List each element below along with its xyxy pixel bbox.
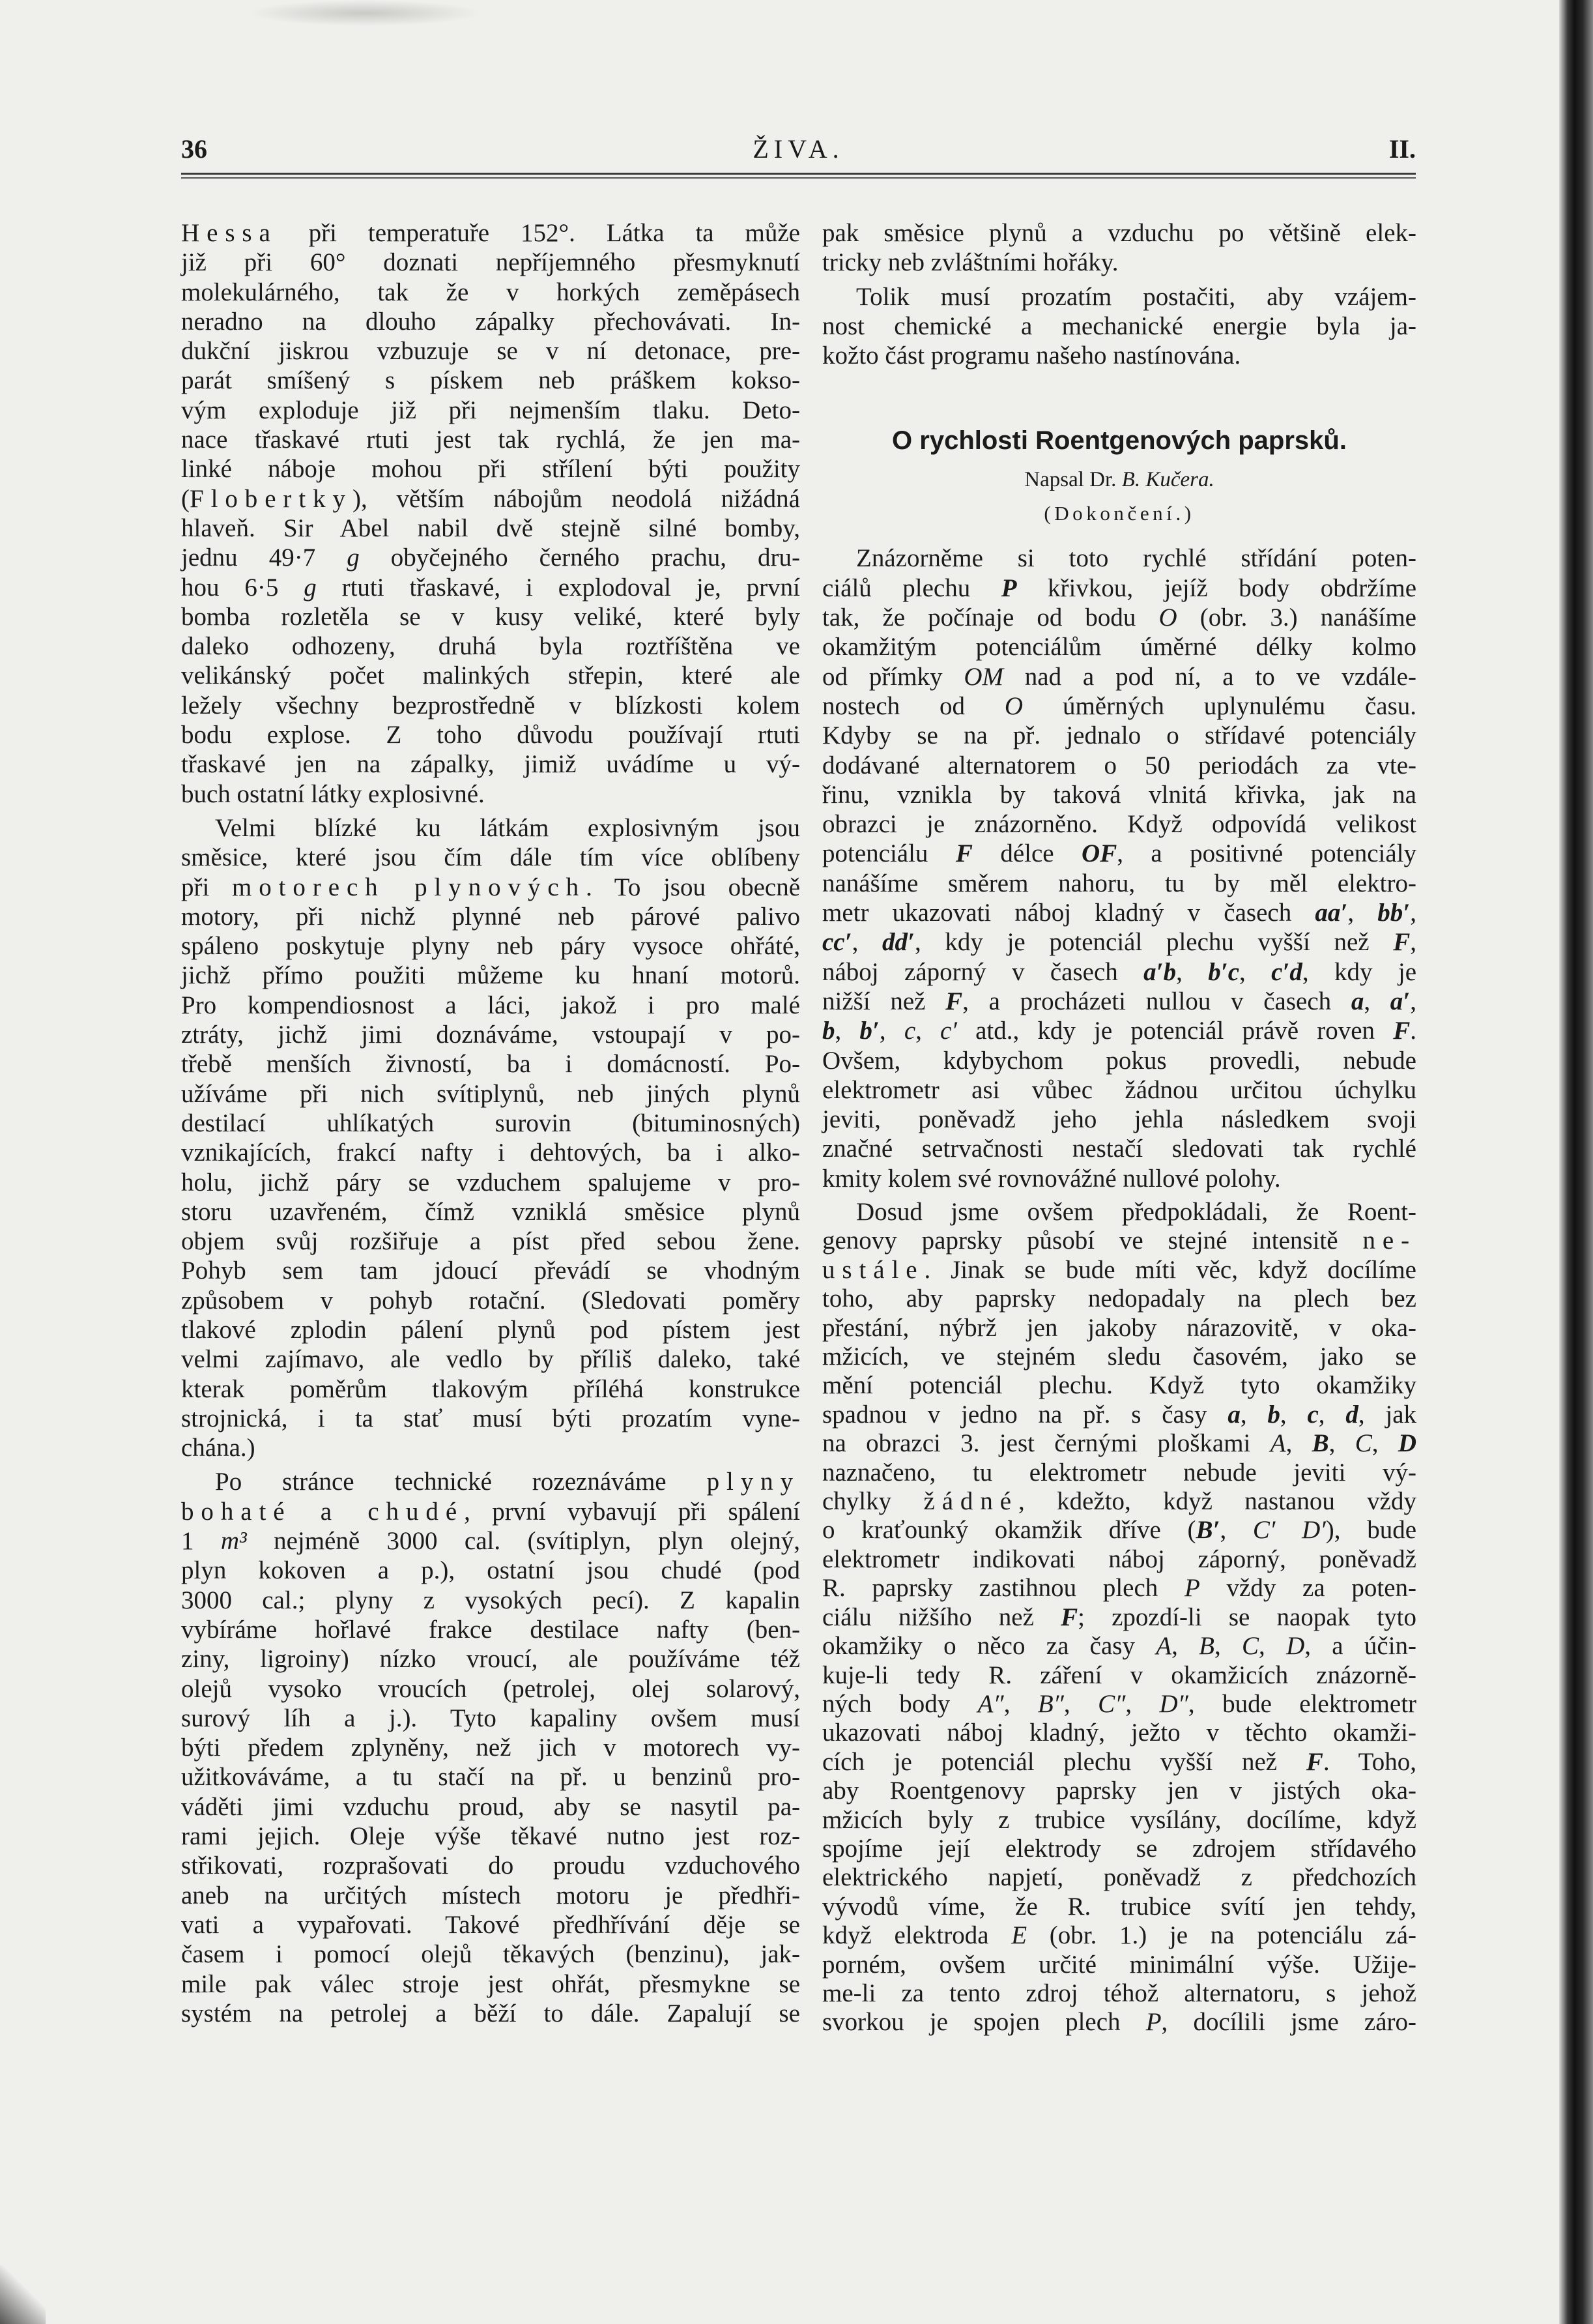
scan-smudge — [248, 0, 482, 26]
text-line: mění potenciál plechu. Když tyto okamžiky — [822, 1371, 1416, 1400]
text-line: o kraťounký okamžik dříve (B′, C′ D′), bude — [822, 1516, 1416, 1545]
text-line: na obrazci 3. jest černými ploškami A, B, C, D — [822, 1429, 1417, 1458]
text-line: vým exploduje již při nejmenším tlaku. Deto- — [181, 396, 800, 424]
text-line: střikovati, rozprašovati do proudu vzduchového — [181, 1852, 800, 1880]
text-line: ležely všechny bezprostředně v blízkosti kolem — [181, 691, 800, 719]
text-line: 1 m³ nejméně 3000 cal. (svítiplyn, plyn olejný, — [181, 1527, 800, 1556]
scan-page-edge — [1559, 0, 1593, 2324]
italic-text: C — [1355, 1429, 1372, 1458]
text-line: nost chemické a mechanické energie byla ja- — [822, 312, 1416, 340]
text-line: molekulárného, tak že v horkých zeměpásech — [181, 278, 800, 306]
italic-text: OM — [964, 662, 1003, 691]
text-line: značné setrvačnosti nestačí sledovati tak rychlé — [822, 1135, 1416, 1163]
text-line: storu uzavřeném, čímž vzniklá směsice plynů — [181, 1197, 800, 1226]
text-line: Tolik musí prozatím postačiti, aby vzájem- — [856, 282, 1416, 311]
bold-italic-text: d — [1345, 1400, 1358, 1429]
header-rule — [181, 173, 1416, 175]
text-line: směsice, které jsou čím dále tím více oblíbeny — [181, 843, 800, 872]
bold-italic-text: D — [1398, 1429, 1417, 1458]
paragraph — [822, 544, 1416, 1193]
spaced-text: ustále — [822, 1255, 925, 1284]
text-line: mile pak válec stroje jest ohřát, přesmykne se — [181, 1969, 800, 1998]
bold-italic-text: b′ — [859, 1017, 880, 1045]
italic-text: P — [1184, 1574, 1200, 1603]
running-head — [181, 134, 1416, 173]
text-line: kterak poměrům tlakovým příléhá konstrukce — [181, 1374, 800, 1403]
text-line: chylky žádné, kdežto, když nastanou vždy — [822, 1487, 1416, 1516]
bold-italic-text: F — [1393, 928, 1411, 957]
text-line: přestání, nýbrž jen jakoby nárazovitě, v oka- — [822, 1313, 1416, 1342]
text-line: spáleno poskytuje plyny neb páry vysoce ohřáté, — [181, 932, 800, 961]
spaced-text: žádné — [923, 1487, 1018, 1516]
text-line: tak, že počínaje od bodu O (obr. 3.) nanášíme — [822, 603, 1416, 632]
text-line: nace třaskavé rtuti jest tak rychlá, že jen ma- — [181, 426, 800, 454]
text-line: velmi zajímavo, ale vedlo by příliš daleko, také — [181, 1345, 800, 1374]
spaced-text: motorech plynových — [231, 873, 586, 901]
paragraph — [181, 218, 800, 809]
italic-text: g — [347, 544, 360, 572]
text-line: neradno na dlouho zápalky přechovávati. In- — [181, 307, 800, 336]
text-line: bomba rozletěla se v kusy veliké, které byly — [181, 602, 800, 631]
italic-text: m³ — [220, 1527, 247, 1556]
left-column — [181, 218, 800, 2033]
paragraph — [822, 1198, 1416, 2037]
volume-number: II. — [1388, 134, 1416, 164]
text-line: od přímky OM nad a pod ní, a to ve vzdále- — [822, 662, 1416, 691]
bold-italic-text: a — [1351, 987, 1364, 1015]
spaced-text: ne- — [1362, 1227, 1416, 1255]
italic-text: O — [1004, 691, 1024, 720]
text-line: Velmi blízké ku látkám explosivným jsou — [215, 813, 800, 842]
spaced-text: Flobertky — [190, 484, 352, 513]
bold-italic-text: a′b — [1143, 957, 1177, 986]
text-line: Znázorněme si toto rychlé střídání poten- — [856, 544, 1416, 573]
text-line: tlakové zplodin pálení plynů pod pístem jest — [181, 1315, 800, 1344]
spaced-text: plyny — [706, 1468, 800, 1496]
bold-italic-text: dd′ — [882, 928, 915, 957]
text-line: Dosud jsme ovšem předpokládali, že Roent- — [856, 1198, 1416, 1227]
article-title: O rychlosti Roentgenových paprsků. — [892, 426, 1347, 456]
text-line: Pohyb sem tam jdoucí převádí se vhodným — [181, 1256, 800, 1285]
text-line: parát smíšený s pískem neb práškem kokso- — [181, 366, 800, 395]
bold-italic-text: cc′ — [822, 928, 852, 957]
bold-italic-text: a′ — [1390, 987, 1411, 1015]
spaced-text: bohaté a chudé — [181, 1497, 465, 1526]
text-line: Pro kompendiosnost a láci, jakož i pro malé — [181, 991, 800, 1019]
text-line: Ovšem, kdybychom pokus provedli, nebude — [822, 1046, 1416, 1075]
italic-text: D — [1286, 1632, 1305, 1661]
text-line: jednu 49·7 g obyčejného černého prachu, dru- — [181, 544, 800, 572]
text-line: ciálu nižšího než F; zpozdí-li se naopak tyto — [822, 1603, 1416, 1631]
text-line: me-li za tento zdroj téhož alternatoru, s jehož — [822, 1979, 1416, 2007]
text-line: linké náboje mohou při střílení býti použity — [181, 455, 800, 484]
paragraph — [181, 813, 800, 1463]
text-line: objem svůj rozšiřuje a píst před sebou žene. — [181, 1227, 800, 1256]
text-line: Po stránce technické rozeznáváme plyny — [215, 1468, 800, 1496]
italic-text: c — [904, 1017, 916, 1045]
text-line: obrazci je znázorněno. Když odpovídá velikost — [822, 810, 1416, 839]
text-line: tricky neb zvláštními hořáky. — [822, 248, 1119, 277]
italic-text: O — [1158, 603, 1177, 632]
text-line: mžicích byly z trubice vysílány, docílíme, když — [822, 1805, 1416, 1834]
bold-italic-text: B′ — [1196, 1516, 1220, 1545]
text-line: aby Roentgenovy paprsky jen v jistých oka- — [822, 1777, 1416, 1805]
text-line: naznačeno, tu elektrometr nebude jeviti vý- — [822, 1458, 1416, 1487]
italic-text: C″ — [1098, 1689, 1126, 1718]
text-line: b, b′, c, c′ atd., kdy je potenciál právě roven F. — [822, 1017, 1416, 1045]
text-line: (Flobertky), větším nábojům neodolá nižádná — [181, 484, 800, 513]
text-line: svorkou je spojen plech P, docílili jsme záro- — [822, 2008, 1416, 2037]
italic-text: A″ — [977, 1689, 1004, 1718]
italic-text: C — [1242, 1632, 1259, 1661]
text-line: spadnou v jedno na př. s časy a, b, c, d, jak — [822, 1400, 1417, 1429]
text-line: pak směsice plynů a vzduchu po většině elek- — [822, 219, 1416, 247]
text-line: buch ostatní látky explosivné. — [181, 779, 485, 808]
bold-italic-text: a — [1227, 1400, 1241, 1429]
bold-italic-text: F — [1393, 1017, 1411, 1045]
bold-italic-text: F — [945, 987, 963, 1015]
spaced-text: Hessa — [181, 219, 278, 247]
italic-text: C′ D′ — [1252, 1516, 1326, 1545]
italic-text: B — [1199, 1632, 1214, 1661]
bold-italic-text: F — [955, 839, 973, 868]
continued-note: (Dokončení.) — [1044, 502, 1195, 525]
text-line: při motorech plynových. To jsou obecně — [181, 873, 801, 901]
text-line: způsobem v pohyb rotační. (Sledovati poměry — [181, 1286, 800, 1315]
text-line: motory, při nichž plynné neb párové palivo — [181, 902, 800, 931]
italic-text: A — [1270, 1429, 1286, 1458]
text-line: cc′, dd′, kdy je potenciál plechu vyšší než F, — [822, 928, 1416, 957]
text-line: rami jejich. Oleje výše těkavé nutno jest roz- — [181, 1822, 800, 1851]
text-line: ukazovati náboj kladný, ježto v těchto okamži- — [822, 1719, 1416, 1747]
scan-corner-shadow — [0, 2265, 46, 2324]
text-line: ziny, ligroiny) nízko vroucí, ale používáme též — [181, 1645, 800, 1674]
text-line: když elektroda E (obr. 1.) je na potenciálu zá- — [822, 1921, 1416, 1950]
paragraph — [822, 282, 1416, 371]
text-line: ztráty, jichž jimi doznáváme, vstoupají v po- — [181, 1021, 800, 1049]
text-line: nostech od O úměrných uplynulému času. — [822, 691, 1416, 720]
bold-italic-text: bb′ — [1377, 899, 1411, 927]
text-line: váděti jimi vzduchu proud, aby se nasytil pa- — [181, 1792, 800, 1821]
text-line: surový líh a j.). Tyto kapaliny ovšem musí — [181, 1704, 800, 1732]
article-byline — [822, 464, 1416, 495]
text-line: třebě menších živností, ba i domácností. Po- — [181, 1050, 800, 1079]
italic-text: D″ — [1159, 1689, 1188, 1718]
italic-text: E — [1011, 1921, 1027, 1950]
text-line: řinu, vznikla by taková vlnitá křivka, jak na — [822, 780, 1416, 809]
header-rule — [181, 177, 1416, 179]
text-line: aneb na určitých místech motoru je předhři- — [181, 1881, 800, 1910]
italic-text: B″ — [1037, 1689, 1064, 1718]
text-line: jichž přímo použiti můžeme ku hnaní motorů. — [181, 961, 800, 990]
bold-italic-text: b′c — [1208, 957, 1239, 986]
text-line: hlaveň. Sir Abel nabil dvě stejně silné bomby, — [181, 514, 800, 542]
page-number: 36 — [181, 134, 207, 164]
bold-italic-text: B — [1312, 1429, 1329, 1458]
text-line: Kdyby se na př. jednalo o střídavé potenciály — [822, 721, 1416, 750]
text-line: elektrometr asi vůbec žádnou určitou úchylku — [822, 1075, 1416, 1104]
italic-text: c′ — [940, 1017, 957, 1045]
text-line: ných body A″, B″, C″, D″, bude elektrometr — [822, 1689, 1417, 1718]
bold-italic-text: b — [822, 1017, 835, 1045]
bold-italic-text: c — [1307, 1400, 1319, 1429]
text-line: dodávané alternatorem o 50 periodách za vte- — [822, 751, 1416, 779]
bold-italic-text: F — [1061, 1603, 1078, 1631]
text-line: strojnická, i ta stať musí býti prozatím vyne- — [181, 1404, 800, 1432]
text-line: genovy paprsky působí ve stejné intensitě ne- — [822, 1227, 1416, 1255]
text-line: chána.) — [181, 1434, 255, 1462]
text-line: vývodů víme, že R. trubice svítí jen tehdy, — [822, 1892, 1416, 1921]
text-line: užitkováváme, a tu stačí na př. u benzinů pro- — [181, 1763, 800, 1792]
text-line: náboj záporný v časech a′b, b′c, c′d, kdy je — [822, 957, 1417, 986]
text-line: nanášíme směrem nahoru, tu by měl elektro- — [822, 869, 1416, 897]
journal-title: ŽIVA. — [753, 134, 844, 164]
text-line: bohaté a chudé, první vybavují při spálení — [181, 1497, 800, 1526]
text-line: ustále. Jinak se bude míti věc, když docílíme — [822, 1255, 1416, 1284]
text-line: mžicích, ve stejném sledu časovém, jako se — [822, 1343, 1416, 1371]
text-line: potenciálu F délce OF, a positivné potenciály — [822, 839, 1417, 868]
paragraph — [822, 218, 1416, 278]
text-line: vati a vypařovati. Takové předhřívání děje se — [181, 1910, 800, 1939]
text-line: časem i pomocí olejů těkavých (benzinu), jak- — [181, 1940, 800, 1969]
text-line: elektrometr indikovati náboj záporný, poněvadž — [822, 1545, 1416, 1573]
right-column — [822, 218, 1416, 2042]
text-line: toho, aby paprsky nedopadaly na plech bez — [822, 1285, 1416, 1313]
text-line: systém na petrolej a běží to dále. Zapalují se — [181, 1999, 800, 2027]
italic-text: A — [1156, 1632, 1172, 1661]
text-line: ciálů plechu P křivkou, jejíž body obdržíme — [822, 574, 1416, 602]
text-line: nižší než F, a procházeti nullou v časech a, a′, — [822, 987, 1416, 1015]
text-line: hou 6·5 g rtuti třaskavé, i explodoval je, první — [181, 573, 800, 602]
text-line: již při 60° doznati nepříjemného přesmyknutí — [181, 248, 800, 277]
text-line: býti předem zplyněny, než jich v motorech vy- — [181, 1734, 800, 1762]
text-line: plyn kokoven a p.), ostatní jsou chudé (pod — [181, 1556, 800, 1585]
text-line: kmity kolem své rovnovážné nullové polohy. — [822, 1164, 1281, 1193]
text-line: porném, ovšem určité minimální výše. Užije- — [822, 1950, 1416, 1979]
paragraph — [181, 1467, 800, 2028]
text-line: elektrického napjetí, poněvadž z předchozích — [822, 1863, 1416, 1892]
text-line: velikánský počet malinkých střepin, které ale — [181, 661, 800, 690]
text-line: R. paprsky zastihnou plech P vždy za poten- — [822, 1574, 1416, 1603]
text-line: okamžiky o něco za časy A, B, C, D, a účin- — [822, 1632, 1417, 1661]
text-line: vznikajících, frakcí nafty i dehtových, ba i alko- — [181, 1139, 800, 1167]
text-line: destilací uhlíkatých surovin (bituminosných) — [181, 1109, 800, 1137]
bold-italic-text: F — [1306, 1747, 1323, 1776]
text-line: kožto část programu našeho nastínována. — [822, 341, 1241, 370]
text-line: kuje-li tedy R. záření v okamžicích znázorně- — [822, 1661, 1416, 1689]
italic-text: g — [304, 573, 317, 602]
text-line: vybíráme hořlavé frakce destilace nafty (ben- — [181, 1615, 800, 1644]
bold-italic-text: b — [1267, 1400, 1280, 1429]
author-name: B. Kučera. — [1121, 468, 1214, 492]
text-line: spojíme její elektrody se zdrojem střídavého — [822, 1834, 1416, 1863]
text-line: cích je potenciál plechu vyšší než F. Toho, — [822, 1747, 1416, 1776]
text-line: jeviti, poněvadž jeho jehla následkem svoji — [822, 1105, 1416, 1134]
text-line: olejů vysoko vroucích (petrolej, olej solarový, — [181, 1674, 800, 1703]
italic-text: P — [1145, 2008, 1162, 2037]
text-line: třaskavé jen na zápalky, jimiž uvádíme u vý- — [181, 750, 800, 779]
byline-prefix: Napsal Dr. — [1024, 468, 1122, 492]
text-line: daleko odhozeny, druhá byla roztříštěna ve — [181, 632, 800, 661]
text-line: 3000 cal.; plyny z vysokých pecí). Z kapalin — [181, 1586, 800, 1614]
text-line: Hessa při temperatuře 152°. Látka ta může — [181, 219, 800, 247]
text-line: dukční jiskrou vzbuzuje se v ní detonace, pre- — [181, 337, 800, 366]
bold-italic-text: P — [1001, 574, 1017, 602]
text-line: bodu explose. Z toho důvodu používají rtuti — [181, 721, 800, 749]
text-line: metr ukazovati náboj kladný v časech aa′, bb′, — [822, 899, 1417, 927]
bold-italic-text: OF — [1082, 839, 1117, 868]
text-line: užíváme při nich svítiplynů, neb jiných plynů — [181, 1079, 800, 1108]
text-line: holu, jichž páry se vzduchem spalujeme v pro- — [181, 1168, 800, 1197]
bold-italic-text: c′d — [1271, 957, 1302, 986]
text-line: okamžitým potenciálům úměrné délky kolmo — [822, 633, 1416, 661]
bold-italic-text: aa′ — [1315, 899, 1348, 927]
